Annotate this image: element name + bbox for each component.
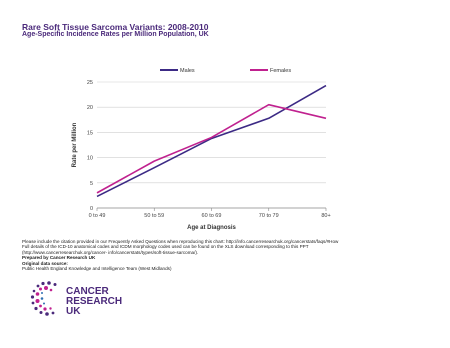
y-tick-label: 20 <box>86 105 93 112</box>
x-tick-label: 70 to 79 <box>258 213 279 219</box>
x-tick-label: 50 to 59 <box>144 213 165 219</box>
y-tick-label: 15 <box>86 130 93 137</box>
x-tick-label: 80+ <box>321 213 331 219</box>
legend-label: Females <box>270 68 292 74</box>
x-axis-title: Age at Diagnosis <box>187 225 236 231</box>
x-tick-label: 60 to 69 <box>201 213 222 219</box>
y-axis-title: Rate per Million <box>72 122 78 168</box>
citation-note: Please include the citation provided in our Frequently Asked Questions when reproducing this chart: http://info.cancerresearchuk.org/cancerstats/faqs/#How <box>22 239 339 244</box>
footnote <box>22 239 442 271</box>
legend-label: Males <box>180 68 195 74</box>
series-line-males <box>97 86 326 197</box>
logo-wordmark <box>66 287 122 317</box>
y-tick-label: 25 <box>86 80 93 86</box>
logo-line-3: UK <box>66 306 81 317</box>
logo-line-2: RESEARCH <box>66 296 123 307</box>
y-tick-label: 0 <box>89 206 93 212</box>
codes-note: Full details of the ICD-10 anatomical codes and ICDM morphology codes used can be found on the XLS download corresponding to this PPT <box>22 244 309 250</box>
y-tick-label: 5 <box>89 180 93 187</box>
prepared-by: Prepared by Cancer Research UK <box>22 255 96 261</box>
y-tick-label: 10 <box>86 155 93 162</box>
source-text: Public Health England Knowledge and Intelligence Team (West Midlands) <box>22 266 172 272</box>
x-tick-label: 0 to 49 <box>88 213 106 219</box>
logo-line-1: CANCER <box>66 286 109 297</box>
source-label: Original data source: <box>22 260 68 266</box>
codes-link: (http://www.cancerresearchuk.org/cancer- info/cancerstats/types/soft-tissue-sarcoma/). <box>22 249 199 255</box>
chart-subtitle: Age-Specific Incidence Rates per Million Population, UK <box>22 31 209 38</box>
chart-title: Rare Soft Tissue Sarcoma Variants: 2008-2010 <box>22 22 209 32</box>
